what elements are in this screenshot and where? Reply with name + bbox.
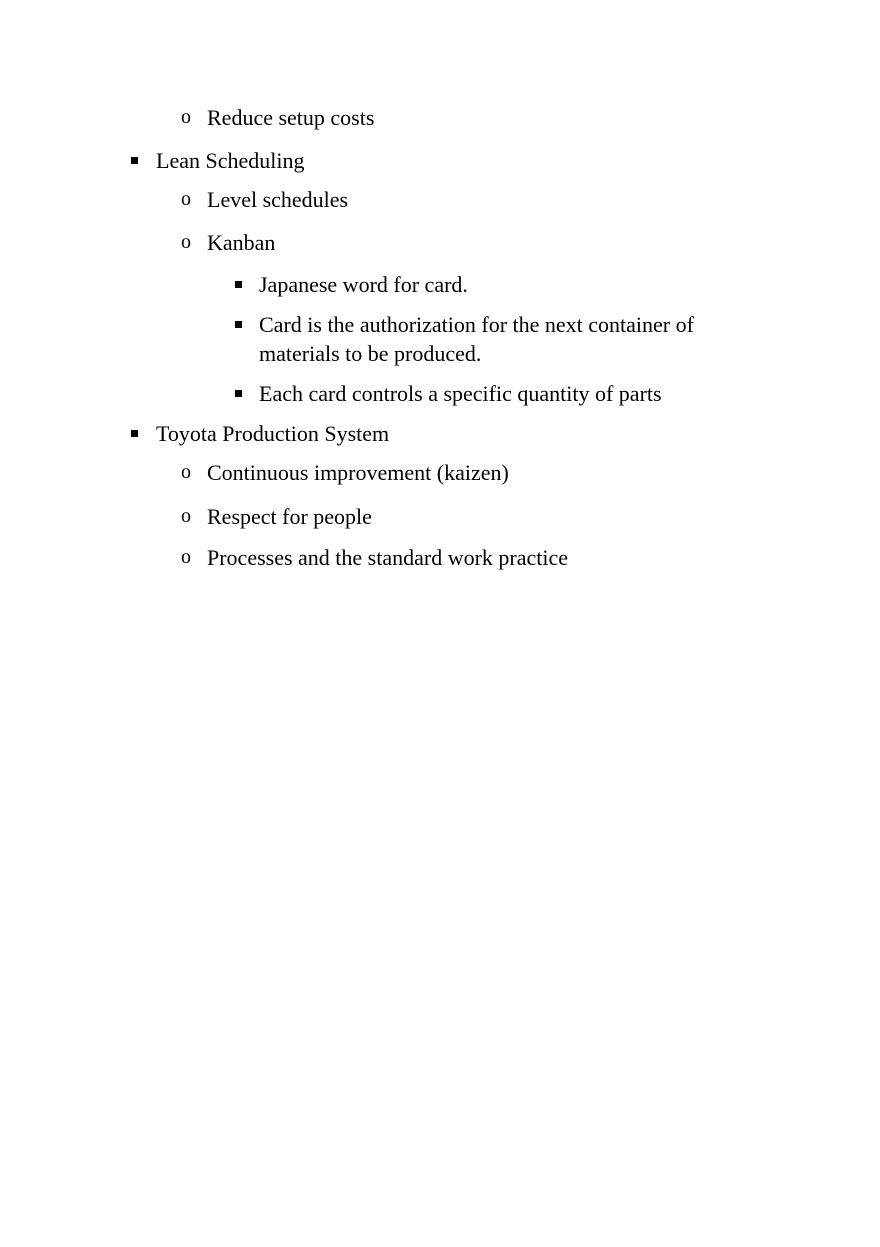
list-item-text: Lean Scheduling (156, 148, 305, 173)
square-bullet (131, 430, 138, 437)
list-item-text: Level schedules (207, 187, 349, 212)
square-bullet (235, 390, 242, 397)
square-bullet (235, 281, 242, 288)
list-item-text: Kanban (207, 230, 276, 255)
list-item-text: Japanese word for card. (259, 272, 468, 297)
circle-bullet: o (181, 106, 191, 128)
circle-bullet: o (181, 461, 191, 483)
circle-bullet: o (181, 188, 191, 210)
list-item-text: Card is the authorization for the next container of materials to be produced. (259, 312, 694, 366)
square-bullet (131, 157, 138, 164)
circle-bullet: o (181, 546, 191, 568)
list-item-text: Processes and the standard work practice (207, 545, 569, 570)
circle-bullet: o (181, 231, 191, 253)
square-bullet (235, 321, 242, 328)
list-item-text: Continuous improvement (kaizen) (207, 460, 509, 485)
circle-bullet: o (181, 505, 191, 527)
list-item-text: Reduce setup costs (207, 105, 375, 130)
list-item-text: Each card controls a specific quantity of parts (259, 381, 662, 406)
list-item-text: Respect for people (207, 504, 372, 529)
list-item-text: Toyota Production System (156, 421, 390, 446)
